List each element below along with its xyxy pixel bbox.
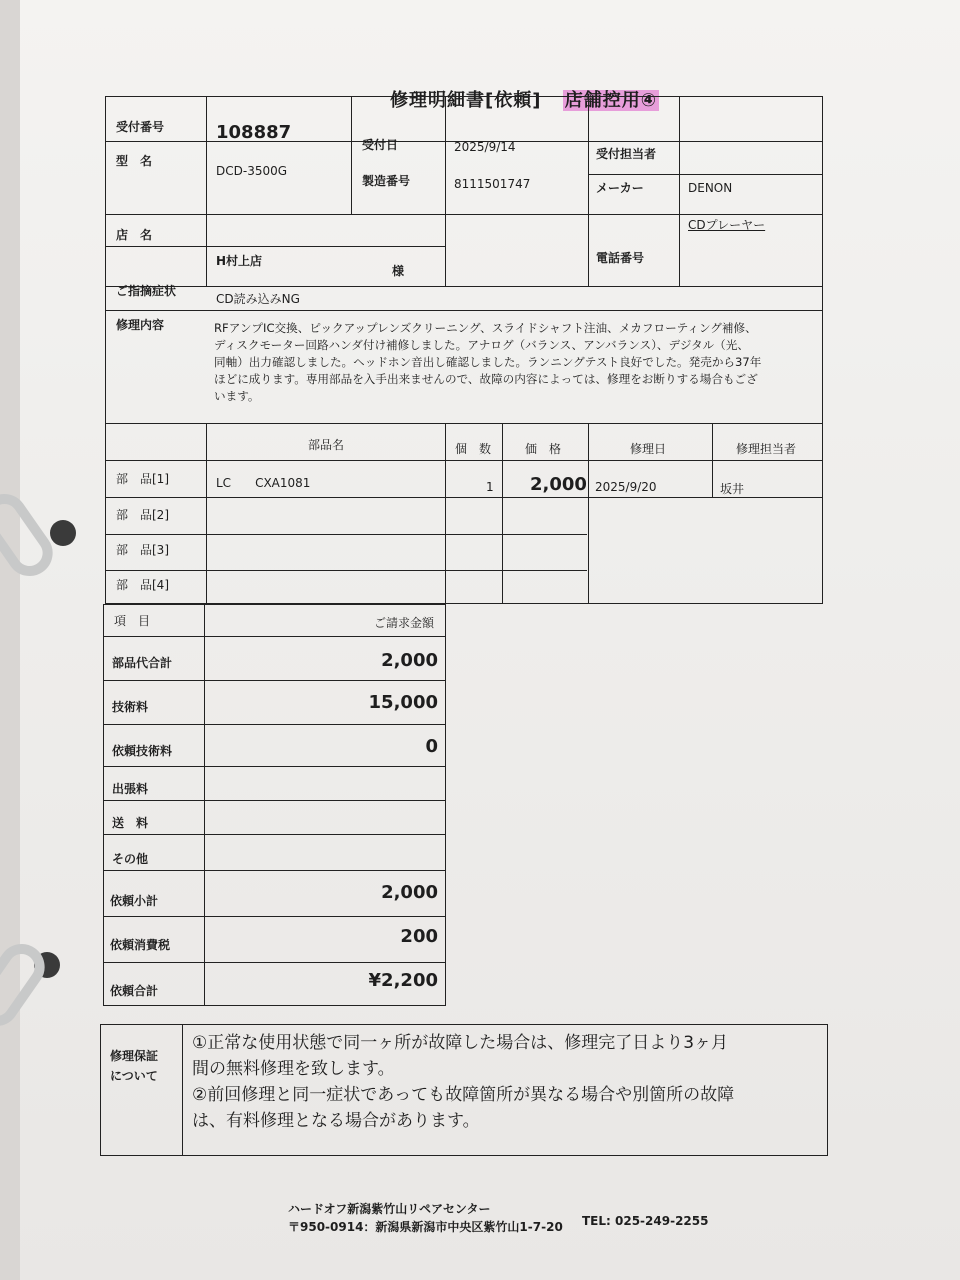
parts-header-tech: 修理担当者 [736, 442, 797, 456]
footer-tel: TEL: 025-249-2255 [582, 1214, 709, 1228]
warranty-label-line: 修理保証 [110, 1049, 159, 1063]
repair-content [214, 320, 818, 405]
reception-no-label: 受付番号 [116, 120, 165, 134]
content-line: ディスクモーター回路ハンダ付け補修しました。アナログ（バランス、アンバランス）、デジタル（光、 [214, 338, 749, 352]
part-row-label: 部 品[4] [116, 578, 169, 592]
billing-item-label: 項 目 [114, 614, 151, 628]
title-text: 修理明細書[依頼] [390, 90, 542, 111]
billing-label: その他 [112, 852, 149, 866]
parts-header-name: 部品名 [308, 438, 345, 452]
billing-label: 送 料 [112, 816, 149, 830]
store-label: 店 名 [116, 228, 153, 242]
maker-label: メーカー [596, 181, 644, 195]
reception-date-label: 受付日 [362, 138, 399, 152]
staff-label: 受付担当者 [596, 147, 657, 161]
part-row-label: 部 品[2] [116, 508, 169, 522]
reception-no: 108887 [216, 122, 292, 143]
honorific: 様 [392, 264, 405, 278]
billing-amount: 2,000 [381, 882, 438, 903]
model-value: DCD-3500G [216, 164, 288, 178]
billing-label: 依頼小計 [110, 894, 159, 908]
billing-amount: 2,000 [381, 650, 438, 671]
part-name: LC CXA1081 [216, 476, 311, 490]
binder-hole [50, 520, 76, 546]
footer-company: ハードオフ新潟紫竹山リペアセンター [288, 1202, 491, 1216]
warranty-label-line: について [110, 1069, 158, 1083]
billing-amount: 0 [425, 736, 438, 757]
warranty-line: ②前回修理と同一症状であっても故障箇所が異なる場合や別箇所の故障 [192, 1085, 735, 1105]
model-label: 型 名 [116, 154, 153, 168]
reception-date: 2025/9/14 [454, 140, 516, 154]
content-label: 修理内容 [116, 318, 165, 332]
parts-header-qty: 個 数 [455, 442, 492, 456]
billing-label: 依頼消費税 [110, 938, 171, 952]
footer-address: 〒950-0914：新潟県新潟市中央区紫竹山1-7-20 [288, 1220, 563, 1234]
part-date: 2025/9/20 [595, 480, 657, 494]
content-line: ほどに成ります。専用部品を入手出来ませんので、故障の内容によっては、修理をお断りする場合もござ [214, 372, 758, 386]
billing-amount-label: ご請求金額 [374, 616, 435, 630]
billing-label: 部品代合計 [112, 656, 173, 670]
category-value: CDプレーヤー [688, 218, 766, 232]
billing-label: 依頼合計 [110, 984, 159, 998]
warranty-line: 間の無料修理を致します。 [192, 1059, 395, 1079]
warranty-line: は、有料修理となる場合があります。 [192, 1111, 480, 1131]
part-row-label: 部 品[1] [116, 472, 169, 486]
billing-label: 技術料 [112, 700, 149, 714]
parts-header-date: 修理日 [630, 442, 667, 456]
billing-amount: 200 [400, 926, 438, 947]
part-price: 2,000 [530, 474, 587, 495]
copy-label: 店舗控用④ [564, 90, 657, 111]
part-row-label: 部 品[3] [116, 543, 169, 557]
symptom-value: CD読み込みNG [216, 292, 300, 306]
billing-label: 依頼技術料 [112, 744, 173, 758]
warranty-line: ①正常な使用状態で同一ヶ所が故障した場合は、修理完了日より3ヶ月 [192, 1033, 729, 1053]
billing-label: 出張料 [112, 782, 149, 796]
billing-amount: ¥2,200 [368, 970, 438, 991]
content-line: RFアンプIC交換、ピックアップレンズクリーニング、スライドシャフト注油、メカフローティング補修、 [214, 321, 757, 335]
content-line: います。 [214, 389, 260, 403]
content-line: 同軸）出力確認しました。ヘッドホン音出し確認しました。ランニングテスト良好でした。発売から37年 [214, 355, 762, 369]
phone-label: 電話番号 [596, 251, 645, 265]
warranty-text [192, 1030, 822, 1134]
serial-label: 製造番号 [362, 174, 411, 188]
serial-value: 8111501747 [454, 177, 531, 191]
part-tech: 坂井 [720, 482, 745, 496]
symptom-label: ご指摘症状 [116, 284, 177, 298]
maker-value: DENON [688, 181, 733, 195]
parts-header-price: 価 格 [525, 442, 562, 456]
store-value: H村上店 [216, 254, 263, 268]
part-qty: 1 [486, 480, 494, 494]
billing-amount: 15,000 [368, 692, 438, 713]
warranty-label [110, 1046, 158, 1086]
